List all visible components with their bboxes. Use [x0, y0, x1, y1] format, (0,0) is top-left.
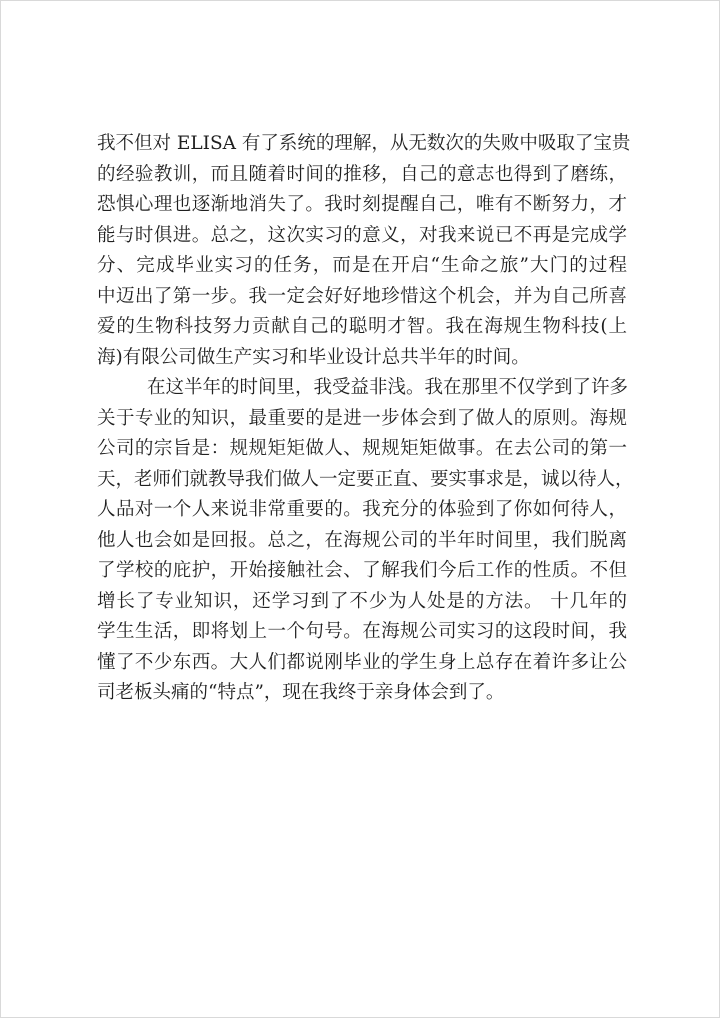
- paragraph-line: 的经验教训，而且随着时间的推移，自己的意志也得到了磨练，: [97, 163, 627, 185]
- paragraph-line: 增长了专业知识，还学习到了不少为人处是的方法。 十几年的: [97, 590, 627, 612]
- paragraph-line: 公司的宗旨是：规规矩矩做人、规规矩矩做事。在去公司的第一: [97, 438, 627, 459]
- paragraph-line: 能与时俱进。总之，这次实习的意义，对我来说已不再是完成学: [97, 224, 627, 246]
- paragraph-line: 天，老师们就教导我们做人一定要正直、要实事求是，诚以待人，: [97, 468, 634, 490]
- paragraph-line: 懂了不少东西。大人们都说刚毕业的学生身上总存在着许多让公: [97, 651, 627, 673]
- paragraph-1: [97, 129, 631, 373]
- paragraph-line: 我不但对 ELISA 有了系统的理解，从无数次的失败中吸取了宝贵: [97, 133, 631, 154]
- paragraph-line: 司老板头痛的“特点”，现在我终于亲身体会到了。: [97, 682, 505, 703]
- paragraph-line: 恐惧心理也逐渐地消失了。我时刻提醒自己，唯有不断努力，才: [97, 194, 627, 215]
- paragraph-line: 学生生活，即将划上一个句号。在海规公司实习的这段时间，我: [97, 621, 627, 642]
- paragraph-line: 人品对一个人来说非常重要的。我充分的体验到了你如何待人，: [97, 499, 627, 520]
- paragraph-line: 分、完成毕业实习的任务，而是在开启“生命之旅”大门的过程: [97, 255, 627, 276]
- paragraph-line: 他人也会如是回报。总之，在海规公司的半年时间里，我们脱离: [97, 529, 627, 551]
- paragraph-line: 海)有限公司做生产实习和毕业设计总共半年的时间。: [97, 346, 530, 368]
- paragraph-line: 了学校的庇护，开始接触社会、了解我们今后工作的性质。不但: [97, 560, 627, 581]
- paragraph-line: 爱的生物科技努力贡献自己的聪明才智。我在海规生物科技(上: [97, 316, 627, 337]
- document-body: [97, 129, 634, 709]
- paragraph-2: [97, 373, 634, 709]
- paragraph-line: 中迈出了第一步。我一定会好好地珍惜这个机会，并为自己所喜: [97, 285, 627, 307]
- paragraph-line: 在这半年的时间里，我受益非浅。我在那里不仅学到了许多: [147, 377, 629, 398]
- paragraph-line: 关于专业的知识，最重要的是进一步体会到了做人的原则。海规: [97, 407, 627, 429]
